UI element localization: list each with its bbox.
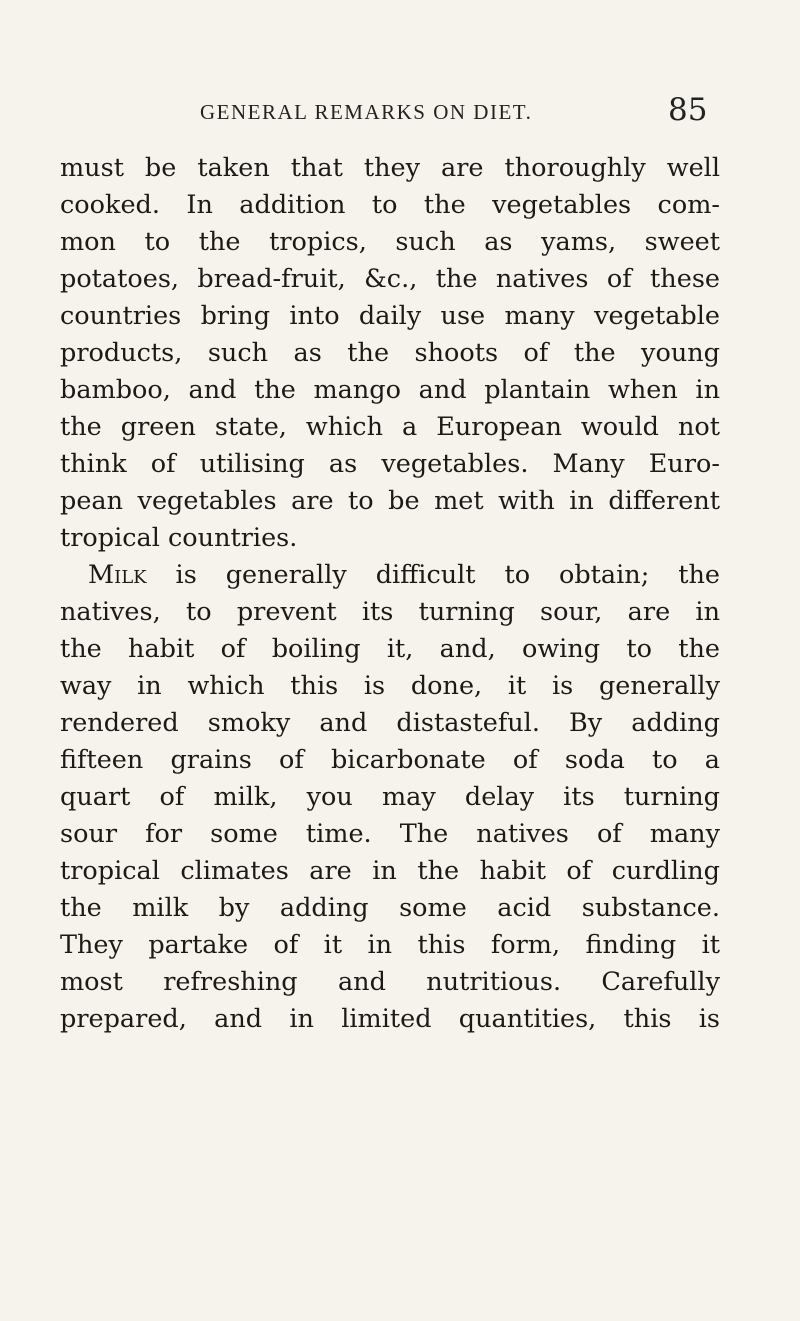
text-line: pean vegetables are to be met with in different <box>60 486 720 516</box>
text-line: products, such as the shoots of the young <box>60 338 720 368</box>
text-line: natives, to prevent its turning sour, are in <box>60 597 720 627</box>
text-line-first <box>60 557 720 594</box>
text-line: the green state, which a European would not <box>60 412 720 442</box>
text-line: the habit of boiling it, and, owing to the <box>60 634 720 664</box>
paragraph-vegetables <box>60 150 720 557</box>
text-line: bamboo, and the mango and plantain when in <box>60 375 720 405</box>
text-line: rendered smoky and distasteful. By adding <box>60 708 720 738</box>
running-head-title: GENERAL REMARKS ON DIET. <box>200 100 533 124</box>
text-line: sour for some time. The natives of many <box>60 819 720 849</box>
text-line: quart of milk, you may delay its turning <box>60 782 720 812</box>
body-text <box>60 150 720 1038</box>
text-line: fifteen grains of bicarbonate of soda to a <box>60 745 720 775</box>
text-line: potatoes, bread-fruit, &c., the natives of these <box>60 264 720 294</box>
paragraph-milk <box>60 557 720 1038</box>
text-line-rest: is generally difficult to obtain; the <box>146 560 720 590</box>
lead-word: Milk <box>88 560 147 590</box>
text-line: most refreshing and nutritious. Carefully <box>60 967 720 997</box>
text-line: They partake of it in this form, finding it <box>60 930 720 960</box>
page-number: 85 <box>668 92 708 128</box>
text-line: way in which this is done, it is generally <box>60 671 720 701</box>
text-line: the milk by adding some acid substance. <box>60 893 720 923</box>
text-line: tropical countries. <box>60 523 298 553</box>
text-line: must be taken that they are thoroughly well <box>60 153 720 183</box>
text-line: countries bring into daily use many vegetable <box>60 301 720 331</box>
text-line: mon to the tropics, such as yams, sweet <box>60 227 720 257</box>
text-line: cooked. In addition to the vegetables com- <box>60 190 720 220</box>
text-line: think of utilising as vegetables. Many Euro- <box>60 449 720 479</box>
text-line: prepared, and in limited quantities, this is <box>60 1004 720 1034</box>
text-line: tropical climates are in the habit of curdling <box>60 856 720 886</box>
